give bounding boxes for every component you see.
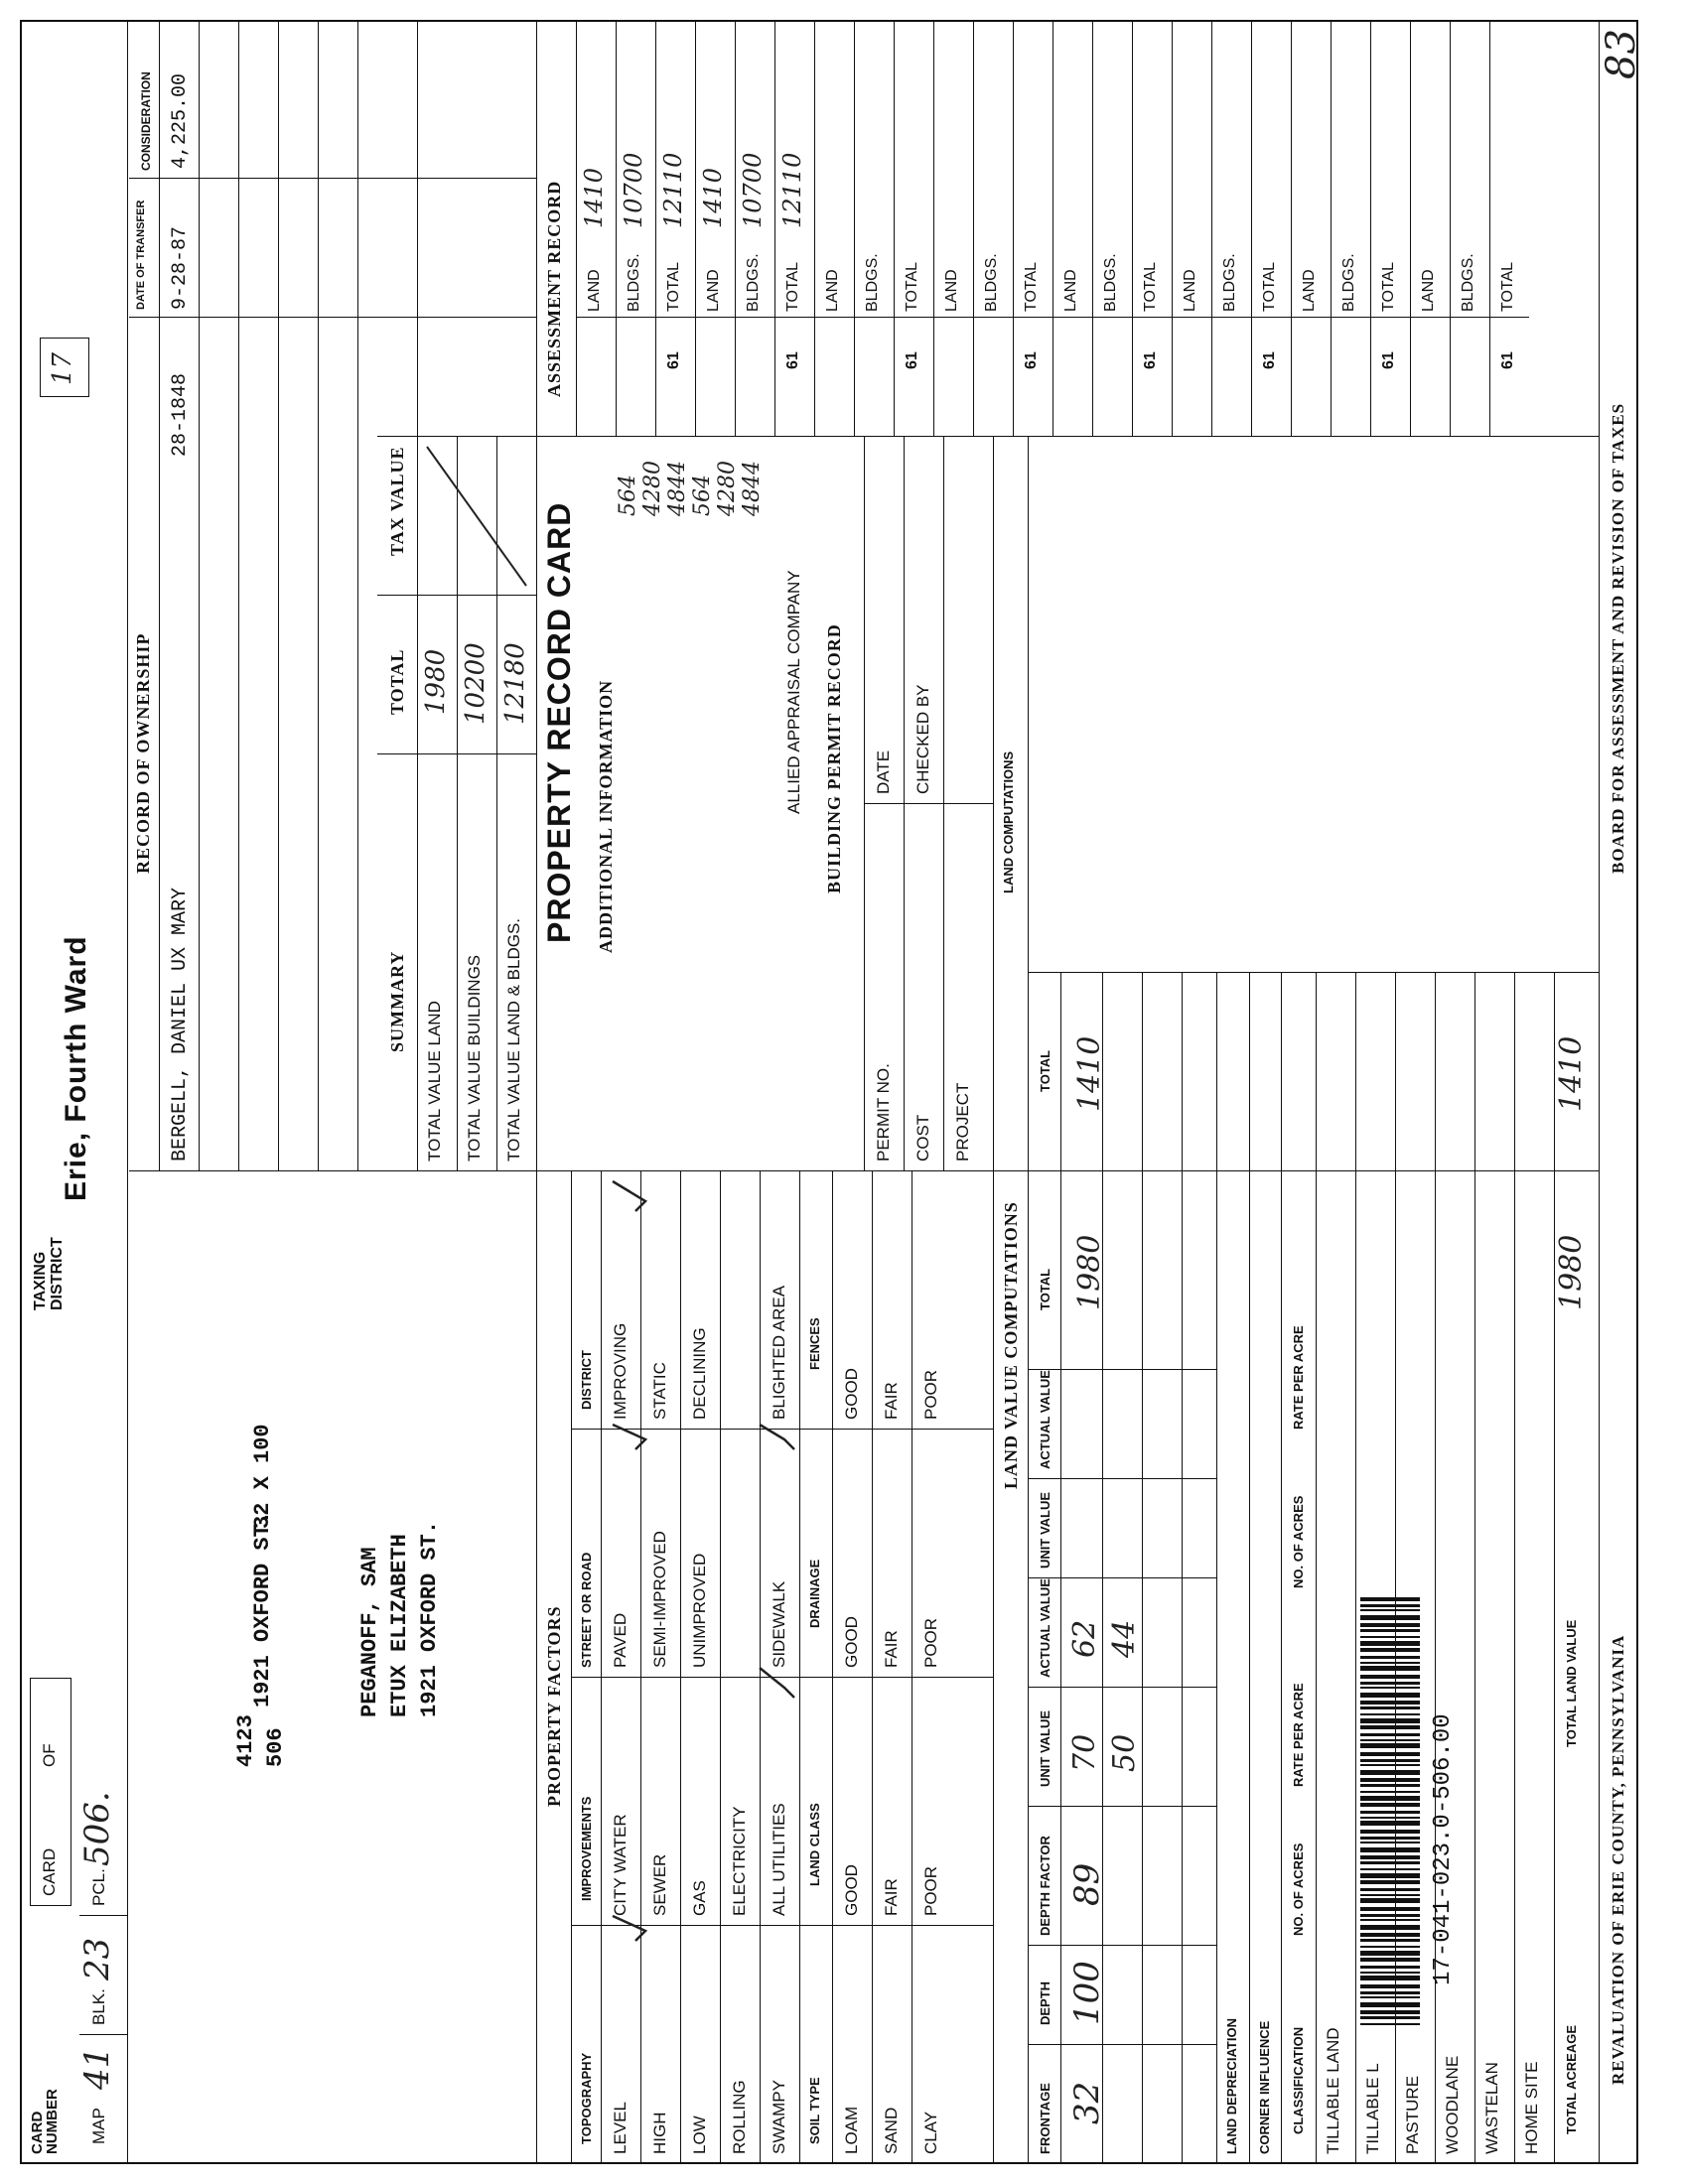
head-depth: DEPTH [1038, 1980, 1052, 2025]
assessment-row-label: LAND [1301, 269, 1318, 312]
pcl-value: 506. [77, 1791, 117, 1866]
class-head-rate: RATE PER ACRE [1291, 1683, 1306, 1787]
assessment-value: 12110 [778, 152, 806, 228]
assessment-row-line [1211, 20, 1212, 437]
impr-gas: GAS [690, 1880, 709, 1916]
street-head: STREET OR ROAD [579, 1552, 594, 1668]
assessment-year: 61 [1023, 351, 1040, 369]
lv-actual-value2: 44 [1107, 1619, 1142, 1658]
assessment-row-label: BLDGS. [1221, 253, 1238, 312]
drainage-head: DRAINAGE [807, 1559, 822, 1628]
of-label: OF [40, 1743, 59, 1767]
additional-val-6: 4844 [740, 461, 765, 516]
assessment-value: 10700 [620, 152, 647, 228]
additional-val-3: 4844 [665, 461, 690, 516]
assessment-row-line [655, 20, 656, 437]
district-head: DISTRICT [579, 1350, 594, 1410]
assessment-row-label: TOTAL [1380, 261, 1397, 312]
class-wastelan: WASTELAN [1482, 2062, 1501, 2154]
assessment-row-line [1489, 20, 1490, 437]
soil-sand: SAND [882, 2107, 901, 2154]
assessment-row-label: TOTAL [665, 261, 682, 312]
lv-total2: 1410 [1072, 1035, 1107, 1112]
card-number-label: CARD NUMBER [29, 2089, 61, 2154]
assessment-row-line [735, 20, 736, 437]
additional-title: ADDITIONAL INFORMATION [596, 679, 616, 953]
summary-total-both: 12180 [500, 642, 530, 725]
assessment-row-line [695, 20, 696, 437]
permit-cost-label: COST [913, 1114, 932, 1161]
consideration-label: CONSIDERATION [139, 71, 153, 171]
street-sidewalk: SIDEWALK [770, 1580, 788, 1668]
assessment-value: 1410 [699, 167, 727, 228]
topo-high: HIGH [650, 2112, 669, 2154]
footer-left: REVALUATION OF ERIE COUNTY, PENNSYLVANIA [1609, 1634, 1627, 2085]
ownership-deed: 28-1848 [169, 372, 192, 457]
assessment-value: 12110 [659, 152, 687, 228]
lv-depth: 100 [1067, 1961, 1107, 2025]
footer-right: BOARD FOR ASSESSMENT AND REVISION OF TAXES [1609, 402, 1627, 874]
soil-head: SOIL TYPE [807, 2077, 822, 2144]
summary-total-label: TOTAL [387, 648, 407, 715]
assessment-row-label: TOTAL [904, 261, 920, 312]
fences-poor: POOR [921, 1369, 940, 1420]
blk-value: 23 [77, 1937, 117, 1980]
lv-frontage: 32 [1067, 2081, 1107, 2124]
factor-checkmarks [601, 1171, 799, 2164]
assessment-row-label: LAND [705, 269, 722, 312]
land-total2: 1410 [1554, 1035, 1589, 1112]
lv-depth-factor: 89 [1067, 1862, 1107, 1906]
lv-unit-value2: 50 [1107, 1733, 1142, 1772]
drainage-good: GOOD [842, 1616, 861, 1668]
class-head-classification: CLASSIFICATION [1291, 2026, 1306, 2134]
land-class-head: LAND CLASS [807, 1803, 822, 1886]
summary-total-land: 1980 [421, 648, 451, 715]
assessment-row-line [894, 20, 895, 437]
additional-val-1: 564 [616, 475, 640, 516]
street-paved: PAVED [611, 1612, 630, 1668]
assessment-row-line [576, 20, 577, 437]
assessment-row-line [1172, 20, 1173, 437]
soil-clay: CLAY [921, 2111, 940, 2154]
head-frontage: FRONTAGE [1038, 2083, 1052, 2154]
assessment-year: 61 [665, 351, 682, 369]
assessment-row-label: BLDGS. [1102, 253, 1119, 312]
permit-checked-label: CHECKED BY [913, 684, 932, 794]
district-improving: IMPROVING [611, 1322, 630, 1420]
assessment-year: 61 [784, 351, 801, 369]
class-tillable-l: TILLABLE L [1363, 2063, 1382, 2154]
appraisal-company: ALLIED APPRAISAL COMPANY [784, 570, 803, 814]
assessment-row-line [854, 20, 855, 437]
assessment-year: 61 [904, 351, 920, 369]
assessment-row-line [1251, 20, 1252, 437]
head-total2: TOTAL [1038, 1049, 1052, 1092]
assessment-row-label: LAND [1182, 269, 1198, 312]
permit-date-label: DATE [874, 750, 893, 794]
district-blighted: BLIGHTED AREA [770, 1285, 788, 1420]
lv-unit-value: 70 [1067, 1733, 1102, 1772]
land-computations-label: LAND COMPUTATIONS [1001, 751, 1016, 893]
assessment-value: 10700 [739, 152, 767, 228]
permit-title: BUILDING PERMIT RECORD [824, 623, 844, 893]
topography-head: TOPOGRAPHY [579, 2052, 594, 2144]
additional-val-2: 4280 [640, 461, 665, 516]
assessment-row-line [933, 20, 934, 437]
total-land-value: TOTAL LAND VALUE [1564, 1619, 1579, 1747]
assessment-row-line [774, 20, 775, 437]
tax-value-strike [417, 437, 536, 596]
barcode-text: 17-041-023.0-506.00 [1430, 1713, 1457, 1985]
street-unimproved: UNIMPROVED [690, 1553, 709, 1668]
impr-all: ALL UTILITIES [770, 1803, 788, 1916]
assessment-row-label: LAND [943, 269, 960, 312]
assessment-row-label: BLDGS. [1340, 253, 1357, 312]
map-value: 41 [77, 2046, 117, 2090]
ownership-title: RECORD OF OWNERSHIP [133, 632, 153, 874]
additional-val-5: 4280 [715, 461, 740, 516]
district-static: STATIC [650, 1362, 669, 1420]
barcode [1360, 1588, 1420, 2025]
assessment-row-label: TOTAL [1261, 261, 1278, 312]
land-total1: 1980 [1554, 1234, 1589, 1310]
permit-no-label: PERMIT NO. [874, 1063, 893, 1161]
class-fair: FAIR [882, 1878, 901, 1916]
head-unit-value2: UNIT VALUE [1038, 1491, 1052, 1569]
additional-val-4: 564 [690, 475, 715, 516]
district-declining: DECLINING [690, 1327, 709, 1420]
class-home-site: HOME SITE [1522, 2061, 1541, 2154]
taxing-district: Erie, Fourth Ward [60, 935, 92, 1201]
card-title: PROPERTY RECORD CARD [541, 501, 577, 943]
class-head-acres2: NO. OF ACRES [1291, 1495, 1306, 1588]
street-semi: SEMI-IMPROVED [650, 1531, 669, 1668]
owner-line1: PEGANOFF, SAM [357, 1547, 382, 1717]
impr-water: CITY WATER [611, 1814, 630, 1916]
topo-swampy: SWAMPY [770, 2080, 788, 2154]
total-acreage: TOTAL ACREAGE [1564, 2024, 1579, 2134]
assessment-value: 1410 [580, 167, 608, 228]
class-head-acres: NO. OF ACRES [1291, 1843, 1306, 1936]
property-code2: 506 [263, 1727, 288, 1767]
assessment-row-line [1331, 20, 1332, 437]
fences-fair: FAIR [882, 1382, 901, 1420]
head-actual-value: ACTUAL VALUE [1038, 1578, 1052, 1678]
assessment-year: 61 [1499, 351, 1516, 369]
assessment-row-line [1410, 20, 1411, 437]
class-woodlane: WOODLANE [1443, 2055, 1462, 2154]
head-actual-value2: ACTUAL VALUE [1038, 1370, 1052, 1469]
summary-label-land: TOTAL VALUE LAND [425, 1001, 444, 1161]
corner-influence: CORNER INFLUENCE [1257, 2020, 1272, 2154]
assessment-row-line [616, 20, 617, 437]
assessment-row-line [1450, 20, 1451, 437]
pcl-label: PCL. [89, 1868, 108, 1906]
assessment-row-label: LAND [586, 269, 603, 312]
date-label: DATE OF TRANSFER [135, 200, 147, 310]
topo-low: LOW [690, 2116, 709, 2154]
assessment-row-label: TOTAL [1142, 261, 1159, 312]
map-label: MAP [89, 2108, 108, 2144]
drainage-fair: FAIR [882, 1630, 901, 1668]
assessment-row-line [1052, 20, 1053, 437]
class-poor: POOR [921, 1865, 940, 1916]
assessment-row-line [1370, 20, 1371, 437]
taxing-district-label: TAXING DISTRICT [32, 1237, 66, 1310]
summary-label-bldgs: TOTAL VALUE BUILDINGS [465, 954, 484, 1161]
fences-good: GOOD [842, 1368, 861, 1420]
ownership-date: 9-28-87 [169, 225, 192, 310]
assessment-row-label: LAND [824, 269, 841, 312]
assessment-row-line [1092, 20, 1093, 437]
summary-title: SUMMARY [387, 950, 407, 1052]
property-address: 1921 OXFORD ST. [250, 1510, 275, 1707]
summary-tax-label: TAX VALUE [387, 446, 407, 556]
land-depreciation: LAND DEPRECIATION [1224, 2018, 1239, 2154]
summary-label-both: TOTAL VALUE LAND & BLDGS. [504, 917, 523, 1161]
assessment-row-label: BLDGS. [745, 253, 762, 312]
assessment-row-label: BLDGS. [626, 253, 642, 312]
ownership-name: BERGELL, DANIEL UX MARY [169, 887, 192, 1161]
assessment-row-line [1013, 20, 1014, 437]
ownership-consideration: 4,225.00 [169, 72, 192, 169]
fences-head: FENCES [807, 1317, 822, 1370]
card-label: CARD [40, 1847, 59, 1896]
assessment-row-label: TOTAL [784, 261, 801, 312]
class-head-rate2: RATE PER ACRE [1291, 1325, 1306, 1430]
assessment-row-label: BLDGS. [983, 253, 1000, 312]
assessment-row-line [1132, 20, 1133, 437]
owner-line3: 1921 OXFORD ST. [417, 1520, 442, 1717]
lv-actual-value: 62 [1067, 1619, 1102, 1658]
assessment-row-label: BLDGS. [1460, 253, 1476, 312]
impr-electricity: ELECTRICITY [730, 1806, 749, 1916]
assessment-row-line [1291, 20, 1292, 437]
improvements-head: IMPROVEMENTS [579, 1796, 594, 1901]
blk-label: BLK. [89, 1988, 108, 2025]
property-code1: 4123 [233, 1714, 258, 1767]
class-tillable-land: TILLABLE LAND [1324, 2027, 1342, 2154]
assessment-row-label: LAND [1420, 269, 1437, 312]
impr-sewer: SEWER [650, 1853, 669, 1916]
assessment-year: 61 [1380, 351, 1397, 369]
assessment-row-label: TOTAL [1023, 261, 1040, 312]
class-pasture: PASTURE [1403, 2075, 1422, 2154]
summary-total-bldgs: 10200 [461, 642, 491, 725]
head-depth-factor: DEPTH FACTOR [1038, 1836, 1052, 1936]
assessment-year: 61 [1261, 351, 1278, 369]
assessment-row-label: TOTAL [1499, 261, 1516, 312]
lot-size: 32 X 100 [250, 1424, 275, 1529]
assessment-title: ASSESSMENT RECORD [544, 180, 564, 397]
corner-number: 83 [1599, 29, 1644, 79]
topo-level: LEVEL [611, 2102, 630, 2154]
drainage-poor: POOR [921, 1617, 940, 1668]
owner-line2: ETUX ELIZABETH [387, 1534, 412, 1717]
factors-title: PROPERTY FACTORS [544, 1605, 564, 1807]
lv-total1: 1980 [1072, 1234, 1107, 1310]
class-good: GOOD [842, 1864, 861, 1916]
box-number-value: 17 [48, 351, 77, 385]
assessment-row-line [814, 20, 815, 437]
soil-loam: LOAM [842, 2106, 861, 2154]
head-unit-value: UNIT VALUE [1038, 1709, 1052, 1787]
assessment-row-line [973, 20, 974, 437]
assessment-row-label: BLDGS. [864, 253, 881, 312]
topo-rolling: ROLLING [730, 2080, 749, 2154]
assessment-row-label: LAND [1062, 269, 1079, 312]
permit-project-label: PROJECT [953, 1082, 972, 1161]
land-value-title: LAND VALUE COMPUTATIONS [1001, 1201, 1021, 1489]
assessment-year: 61 [1142, 351, 1159, 369]
head-total1: TOTAL [1038, 1268, 1052, 1310]
